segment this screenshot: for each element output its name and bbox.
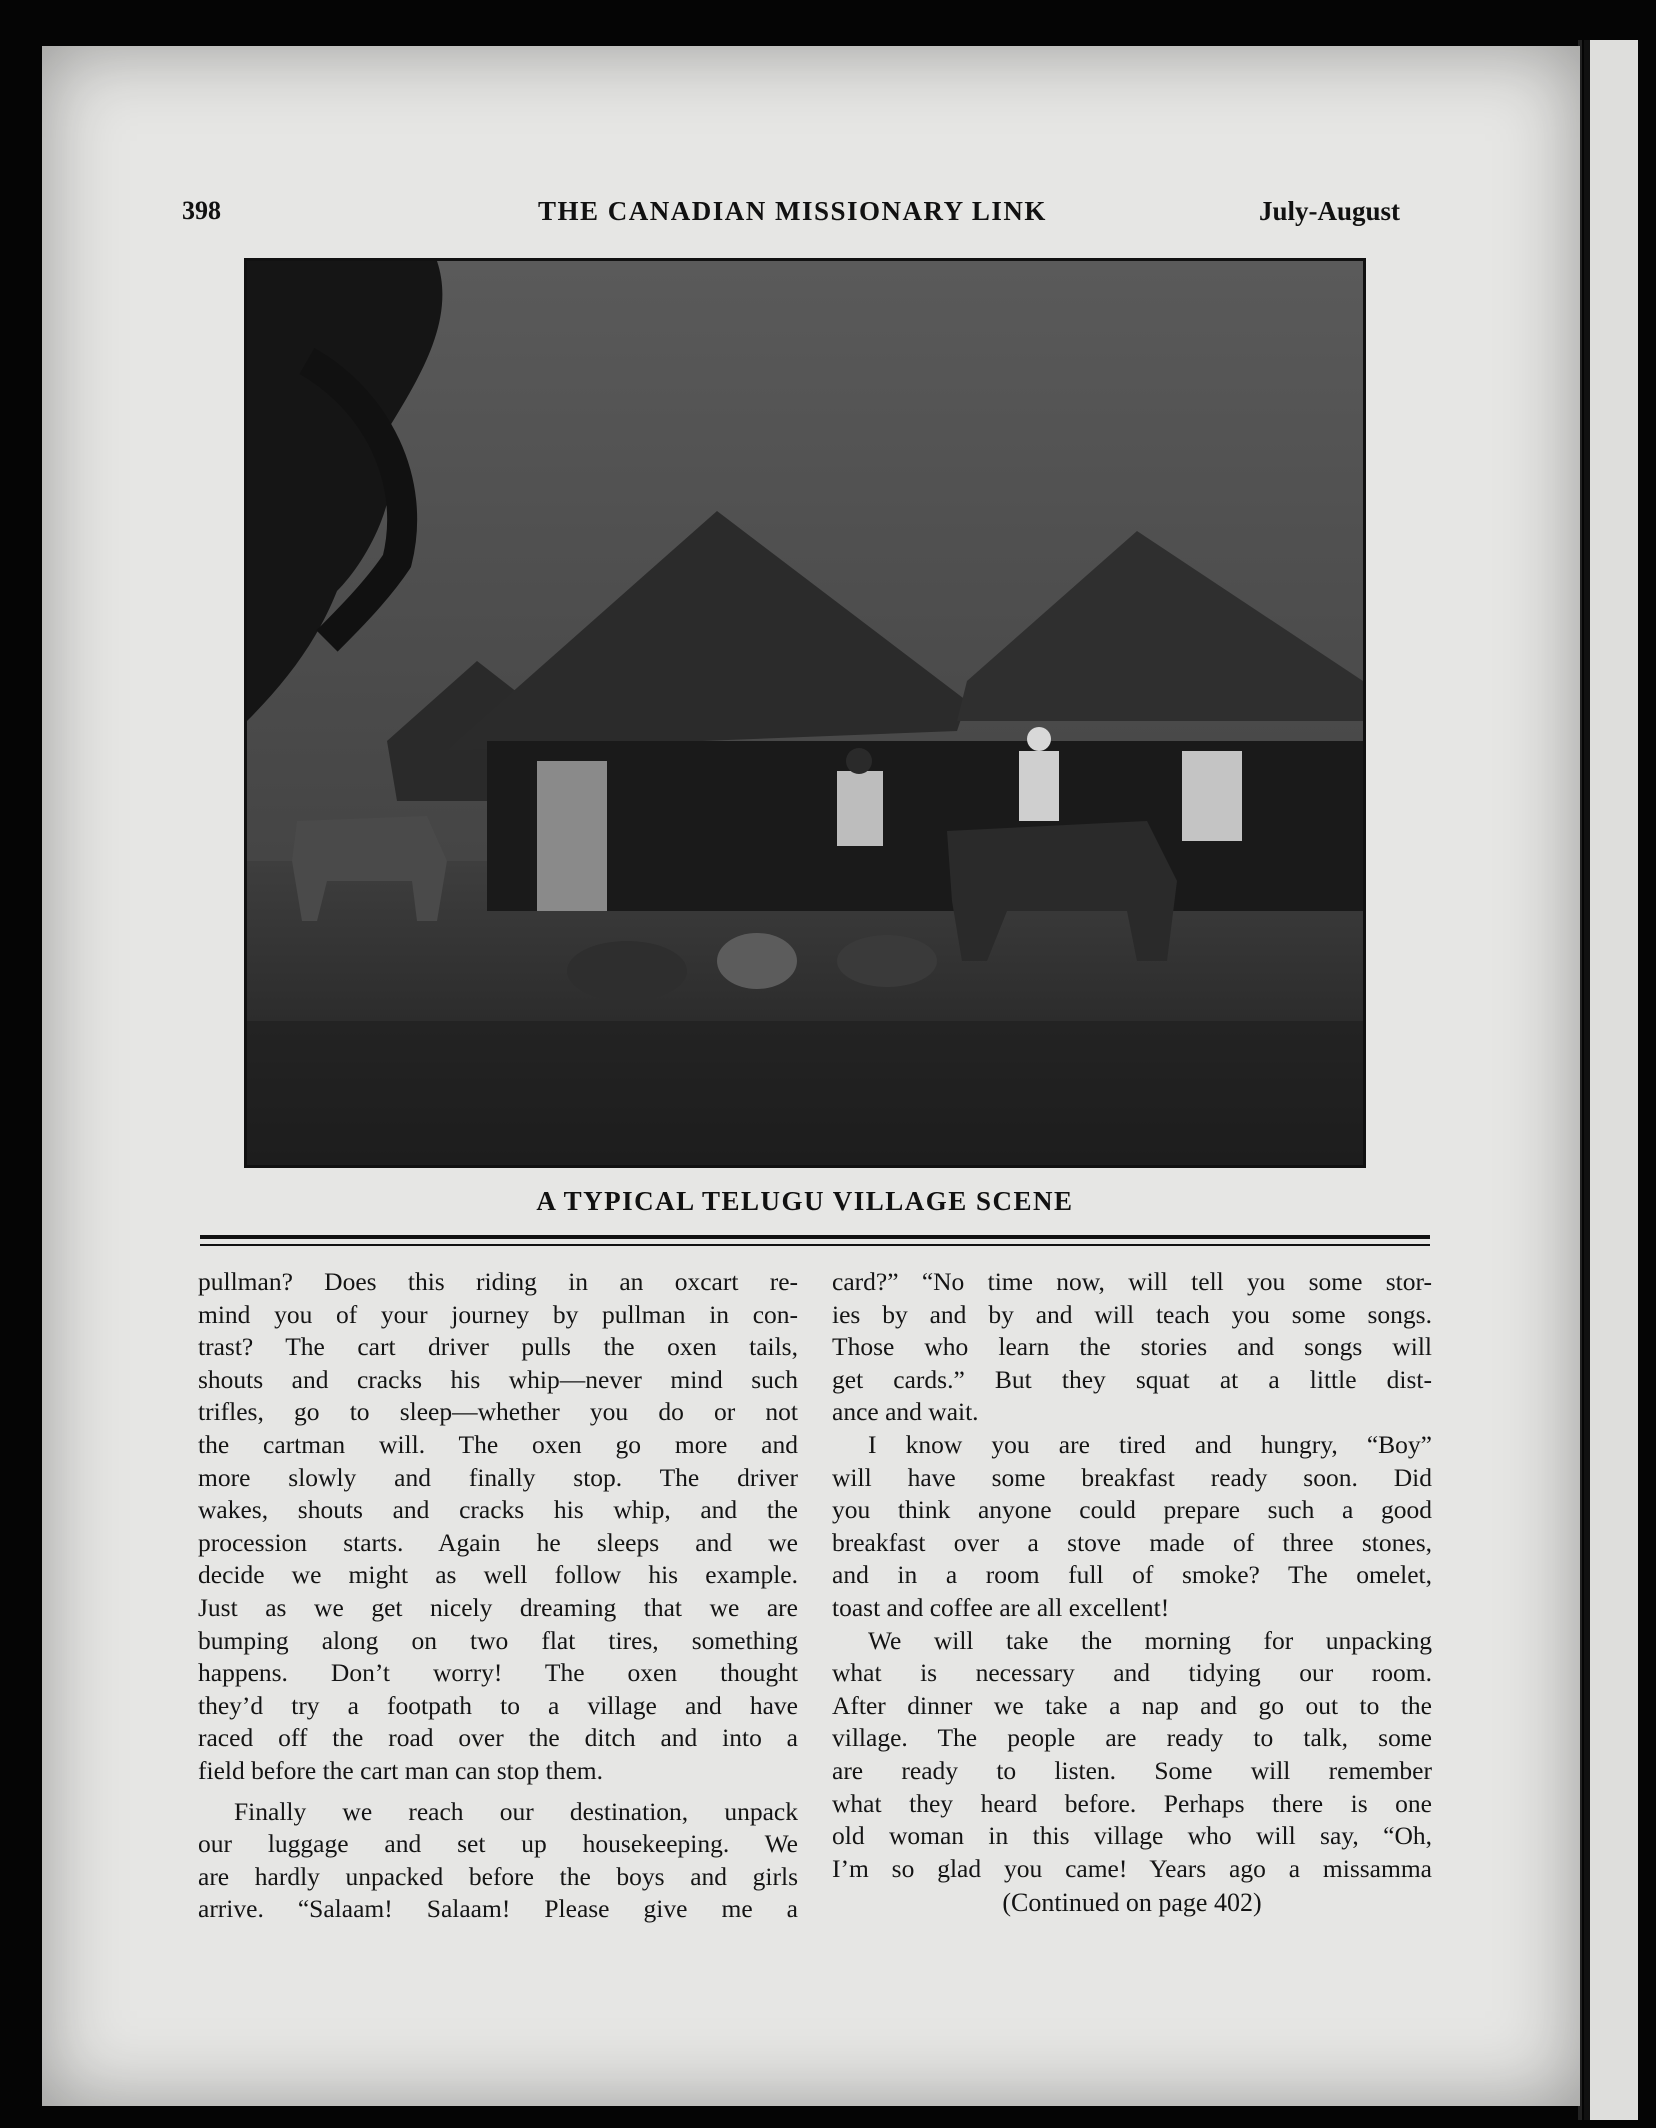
text-line: Finally we reach our destination, unpack — [234, 1796, 798, 1826]
text-line: decide we might as well follow his example. — [198, 1560, 798, 1590]
text-line: are hardly unpacked before the boys and girls — [198, 1861, 798, 1891]
text-line: breakfast over a stove made of three stones, — [832, 1527, 1432, 1557]
journal-title: THE CANADIAN MISSIONARY LINK — [538, 196, 1047, 226]
adjacent-page-edge — [1584, 40, 1638, 2120]
paragraph — [832, 1429, 1432, 1625]
text-line: ance and wait. — [832, 1397, 979, 1427]
continued-note: (Continued on page 402) — [1002, 1888, 1262, 1917]
text-line: mind you of your journey by pullman in con- — [198, 1299, 798, 1329]
village-scene-image — [247, 261, 1363, 1165]
text-line: We will take the morning for unpacking — [868, 1625, 1432, 1655]
paragraph — [198, 1266, 798, 1788]
text-line: toast and coffee are all excellent! — [832, 1592, 1170, 1622]
paragraph — [832, 1266, 1432, 1429]
text-line: trifles, go to sleep—whether you do or not — [198, 1397, 798, 1427]
photo-caption: A TYPICAL TELUGU VILLAGE SCENE — [536, 1186, 1074, 1216]
text-line: field before the cart man can stop them. — [198, 1755, 603, 1785]
text-line: shouts and cracks his whip—never mind such — [198, 1364, 798, 1394]
text-line: what is necessary and tidying our room. — [832, 1658, 1432, 1688]
text-line: I know you are tired and hungry, “Boy” — [868, 1429, 1432, 1459]
text-line: trast? The cart driver pulls the oxen tails, — [198, 1332, 798, 1362]
text-line: get cards.” But they squat at a little dist- — [832, 1364, 1432, 1394]
text-line: raced off the road over the ditch and into a — [198, 1723, 798, 1753]
text-line: more slowly and finally stop. The driver — [198, 1462, 798, 1492]
issue-date: July-August — [1259, 196, 1401, 226]
text-line: our luggage and set up housekeeping. We — [198, 1829, 798, 1859]
text-line: bumping along on two flat tires, something — [198, 1625, 798, 1655]
text-line: wakes, shouts and cracks his whip, and the — [198, 1495, 798, 1525]
text-line: are ready to listen. Some will remember — [832, 1755, 1432, 1785]
text-line: village. The people are ready to talk, some — [832, 1723, 1432, 1753]
text-line: old woman in this village who will say, “Oh, — [832, 1821, 1432, 1851]
paragraph — [198, 1796, 798, 1926]
caption-rule-top — [200, 1235, 1430, 1239]
page-number: 398 — [182, 196, 221, 225]
text-line: Those who learn the stories and songs will — [832, 1332, 1432, 1362]
text-line: card?” “No time now, will tell you some stor- — [832, 1267, 1432, 1296]
text-line: procession starts. Again he sleeps and we — [198, 1527, 798, 1557]
text-line: they’d try a footpath to a village and have — [198, 1690, 798, 1720]
text-line: happens. Don’t worry! The oxen thought — [198, 1658, 798, 1688]
article-right-column — [832, 1266, 1432, 1885]
text-line: the cartman will. The oxen go more and — [198, 1429, 798, 1459]
village-photograph — [244, 258, 1366, 1168]
text-line: pullman? Does this riding in an oxcart re- — [198, 1267, 798, 1296]
text-line: arrive. “Salaam! Salaam! Please give me a — [198, 1894, 798, 1924]
text-line: will have some breakfast ready soon. Did — [832, 1462, 1432, 1492]
caption-rule-bottom — [200, 1244, 1430, 1246]
text-line: ies by and by and will teach you some songs. — [832, 1299, 1432, 1329]
paragraph — [832, 1625, 1432, 1886]
article-left-column — [198, 1266, 798, 1926]
text-line: what they heard before. Perhaps there is one — [832, 1788, 1432, 1818]
text-line: After dinner we take a nap and go out to the — [832, 1690, 1432, 1720]
text-line: I’m so glad you came! Years ago a missamma — [832, 1853, 1432, 1883]
text-line: you think anyone could prepare such a good — [832, 1495, 1432, 1525]
text-line: and in a room full of smoke? The omelet, — [832, 1560, 1432, 1590]
text-line: Just as we get nicely dreaming that we are — [198, 1592, 798, 1622]
